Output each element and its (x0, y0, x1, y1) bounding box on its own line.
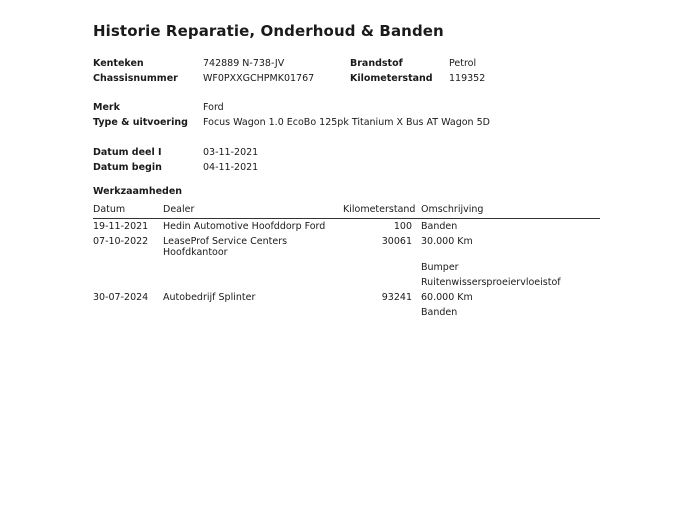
merk-value: Ford (203, 102, 224, 113)
werkzaamheden-title: Werkzaamheden (93, 186, 183, 197)
table-row (93, 234, 600, 290)
chassis-label: Chassisnummer (93, 73, 178, 84)
row-dealer: Hedin Automotive Hoofddorp Ford (163, 221, 326, 232)
row-km: 93241 (381, 292, 412, 303)
km-label: Kilometerstand (350, 73, 433, 84)
header-kilometerstand: Kilometerstand (343, 204, 416, 215)
chassis-value: WF0PXXGCHPMK01767 (203, 73, 315, 84)
header-datum: Datum (93, 204, 126, 215)
row-dealer: Autobedrijf Splinter (163, 292, 256, 303)
row-km: 100 (393, 221, 412, 232)
brandstof-label: Brandstof (350, 58, 403, 69)
datum-begin-value: 04-11-2021 (203, 162, 259, 173)
werkzaamheden-table (93, 204, 600, 320)
page-title: Historie Reparatie, Onderhoud & Banden (93, 22, 444, 40)
row-omschrijving: Bumper (421, 262, 459, 273)
table-row (93, 219, 600, 234)
kenteken-value: 742889 N-738-JV (203, 58, 285, 69)
row-omschrijving: Banden (421, 221, 458, 232)
row-datum: 07-10-2022 (93, 236, 149, 247)
vehicle-info (93, 20, 600, 200)
datum-deel1-label: Datum deel I (93, 147, 162, 158)
report-page (93, 20, 600, 318)
row-omschrijving: Banden (421, 307, 458, 318)
table-header (93, 204, 600, 219)
row-dealer: LeaseProf Service Centers (163, 236, 288, 247)
row-dealer-line2: Hoofdkantoor (163, 247, 228, 258)
row-omschrijving: 60.000 Km (421, 292, 473, 303)
datum-deel1-value: 03-11-2021 (203, 147, 259, 158)
table-row (93, 290, 600, 320)
row-datum: 19-11-2021 (93, 221, 149, 232)
row-km: 30061 (381, 236, 412, 247)
type-label: Type & uitvoering (93, 117, 188, 128)
row-datum: 30-07-2024 (93, 292, 149, 303)
row-omschrijving: Ruitenwissersproeiervloeistof (421, 277, 561, 288)
brandstof-value: Petrol (449, 58, 477, 69)
merk-label: Merk (93, 102, 120, 113)
header-omschrijving: Omschrijving (421, 204, 484, 215)
type-value: Focus Wagon 1.0 EcoBo 125pk Titanium X Bus AT Wagon 5D (203, 117, 490, 128)
datum-begin-label: Datum begin (93, 162, 162, 173)
header-dealer: Dealer (163, 204, 195, 215)
km-value: 119352 (449, 73, 486, 84)
row-omschrijving: 30.000 Km (421, 236, 473, 247)
kenteken-label: Kenteken (93, 58, 144, 69)
